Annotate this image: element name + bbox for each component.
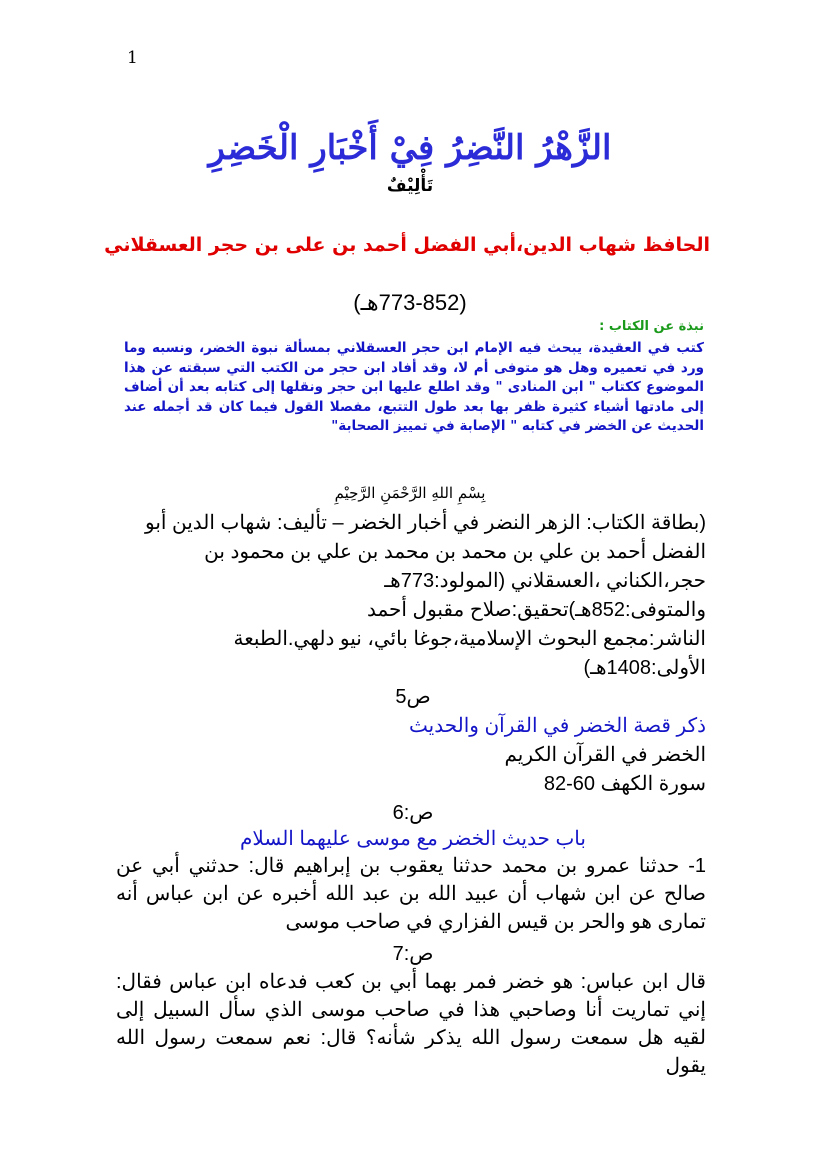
- surah-line: سورة الكهف 60-82: [543, 773, 706, 795]
- card-line: حجر،الكناني ،العسقلاني (المولود:773هـ: [384, 570, 706, 592]
- card-line: (بطاقة الكتاب: الزهر النضر في أخبار الخضر – تأليف: شهاب الدين أبو: [144, 512, 706, 534]
- hadith-paragraph: 1- حدثنا عمرو بن محمد حدثنا يعقوب بن إبراهيم قال: حدثني أبي عن صالح عن ابن شهاب أن عبيد الله بن عبد الله أخبره عن ابن عباس أنه تمارى هو والحر بن قيس الفزاري في صاحب موسى: [116, 855, 706, 933]
- page-ref: ص:7: [392, 943, 434, 965]
- card-line: الناشر:مجمع البحوث الإسلامية،جوغا بائي، نيو دلهي.الطبعة: [233, 628, 706, 650]
- authored-by-label: تَأْلِيْفٌ: [386, 176, 434, 196]
- page-ref: ص5: [395, 686, 431, 708]
- card-line: والمتوفى:852هـ)تحقيق:صلاح مقبول أحمد: [367, 599, 706, 621]
- about-body: كتب في العقيدة، يبحث فيه الإمام ابن حجر العسقلاني بمسألة نبوة الخضر، ونسبه وما ورد في تعميره وهل هو متوفى أم لا، وقد أفاد ابن حجر من الكتب التي سبقته عن هذا الموضوع ككتاب " ابن المنادى " وقد اطلع عليها ابن حجر ونقلها إلى كتابه بعد أن أضاف إلى مادتها أشياء كثيرة ظفر بها بعد طول التتبع، مفصلا القول فيما كان قد أجمله عند الحديث عن الخضر في كتابه " الإصابة في تمييز الصحابة": [124, 340, 704, 434]
- book-title: الزَّهْرُ النَّضِرُ فِيْ أَخْبَارِ الْخَضِرِ: [208, 128, 612, 168]
- about-heading: نبذة عن الكتاب :: [599, 319, 704, 334]
- author-years: (773-852هـ): [353, 290, 467, 315]
- page-number: 1: [127, 48, 138, 68]
- basmala: بِسْمِ اللهِ الرَّحْمَنِ الرَّحِيْمِ: [334, 484, 486, 502]
- section-heading: ذكر قصة الخضر في القرآن والحديث: [408, 715, 706, 737]
- card-line: الأولى:1408هـ): [583, 657, 706, 679]
- author-name: الحافظ شهاب الدين،أبي الفضل أحمد بن على بن حجر العسقلاني: [104, 234, 710, 256]
- page-ref: ص:6: [392, 802, 434, 824]
- hadith-paragraph: قال ابن عباس: هو خضر فمر بهما أبي بن كعب فدعاه ابن عباس فقال: إني تماريت أنا وصاحبي هذا في صاحب موسى الذي سأل السبيل إلى لقيه هل سمعت رسول الله يذكر شأنه؟ قال: نعم سمعت رسول الله يقول: [116, 971, 706, 1077]
- chapter-heading: باب حديث الخضر مع موسى عليهما السلام: [240, 828, 586, 850]
- card-line: الفضل أحمد بن علي بن محمد بن محمد بن علي بن محمود بن: [204, 541, 706, 563]
- quran-line: الخضر في القرآن الكريم: [504, 744, 706, 766]
